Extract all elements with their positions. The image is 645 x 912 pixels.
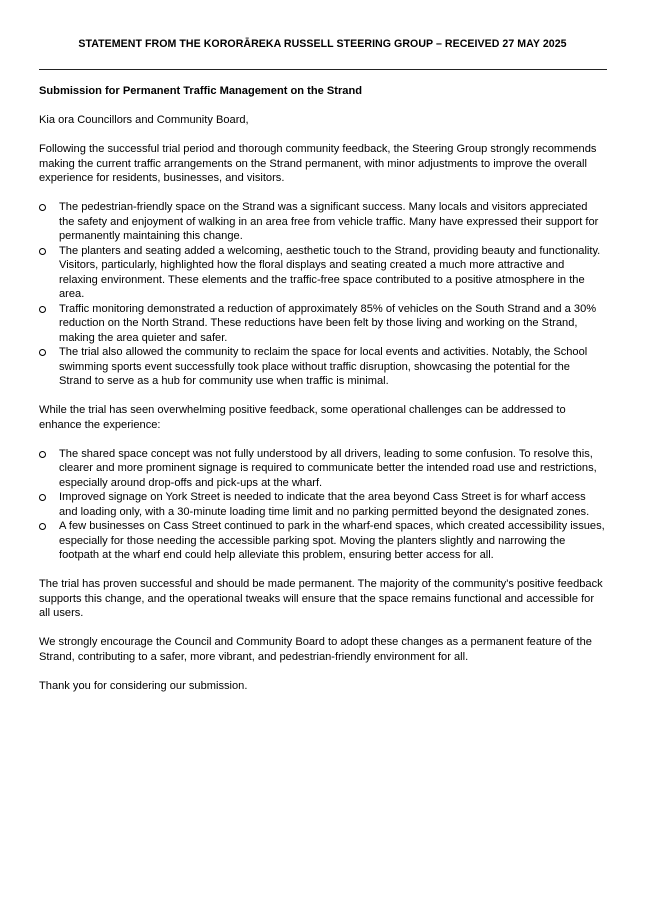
- letter-conclusion: The trial has proven successful and should be made permanent. The majority of the community's positive feedback supports this change, and the operational tweaks will ensure that the space remains functional and accessible for all users.: [39, 578, 603, 619]
- successes-list: [39, 200, 605, 389]
- hollow-circle-bullet-icon: [39, 349, 46, 356]
- challenges-list: [39, 447, 605, 563]
- hollow-circle-bullet-icon: [39, 494, 46, 501]
- letter-closing: Thank you for considering our submission.: [39, 679, 248, 692]
- letter-subject: Submission for Permanent Traffic Management on the Strand: [39, 85, 363, 97]
- list-item: [39, 447, 605, 491]
- letter-encouragement: We strongly encourage the Council and Community Board to adopt these changes as a permanent feature of the Strand, contributing to a safer, more vibrant, and pedestrian-friendly environment for all.: [39, 636, 592, 663]
- list-item: [39, 302, 605, 346]
- letter-intro: Following the successful trial period and thorough community feedback, the Steering Group strongly recommends making the current traffic arrangements on the Strand permanent, with minor adjustments to improve the overall experience for residents, businesses, and visitors.: [39, 143, 597, 184]
- list-item-text: Improved signage on York Street is needed to indicate that the area beyond Cass Street is for wharf access and loading only, with a 30-minute loading time limit and no parking permitted beyond the designated zones.: [59, 491, 590, 518]
- list-item-text: A few businesses on Cass Street continued to park in the wharf-end spaces, which created accessibility issues, especially for those needing the accessible parking spot. Moving the planters slightly and narrowing the footpath at the wharf end could help alleviate this problem, ensuring better access for all.: [59, 520, 605, 561]
- list-item-text: The shared space concept was not fully understood by all drivers, leading to some confusion. To resolve this, clearer and more prominent signage is required to communicate better the intended road use and restrictions, especially around drop-offs and pick-ups at the wharf.: [59, 447, 597, 489]
- list-item: [39, 200, 605, 244]
- list-item-text: The trial also allowed the community to reclaim the space for local events and activities. Notably, the School swimming sports event successfully took place without traffic disruption, showcasing the potential for the Strand to serve as a hub for community use when traffic is minimal.: [59, 346, 588, 387]
- list-item-text: The pedestrian-friendly space on the Strand was a significant success. Many locals and visitors appreciated the safety and enjoyment of walking in an area free from vehicle traffic. Many have expressed their support for permanently maintaining this change.: [59, 201, 599, 242]
- list-item-text: The planters and seating added a welcoming, aesthetic touch to the Strand, providing beauty and functionality. Visitors, particularly, highlighted how the floral displays and seating created a much more attractive and relaxing environment. These elements and the traffic-free space contributed to a positive atmosphere in the area.: [59, 244, 601, 300]
- hollow-circle-bullet-icon: [39, 248, 46, 255]
- hollow-circle-bullet-icon: [39, 204, 46, 211]
- list-item-text: Traffic monitoring demonstrated a reduction of approximately 85% of vehicles on the South Strand and a 30% reduction on the North Strand. These reductions have been felt by those living and working on the Strand, making the area quieter and safer.: [59, 302, 597, 344]
- header-divider: [39, 69, 607, 70]
- challenges-intro: While the trial has seen overwhelming positive feedback, some operational challenges can be addressed to enhance the experience:: [39, 404, 566, 431]
- hollow-circle-bullet-icon: [39, 451, 46, 458]
- hollow-circle-bullet-icon: [39, 306, 46, 313]
- list-item: [39, 519, 605, 563]
- statement-header-title: STATEMENT FROM THE KORORĀREKA RUSSELL STEERING GROUP – RECEIVED 27 MAY 2025: [78, 38, 567, 50]
- hollow-circle-bullet-icon: [39, 523, 46, 530]
- list-item: [39, 490, 605, 519]
- letter-salutation: Kia ora Councillors and Community Board,: [39, 114, 249, 126]
- list-item: [39, 345, 605, 389]
- letter-body: [39, 84, 605, 708]
- list-item: [39, 244, 605, 302]
